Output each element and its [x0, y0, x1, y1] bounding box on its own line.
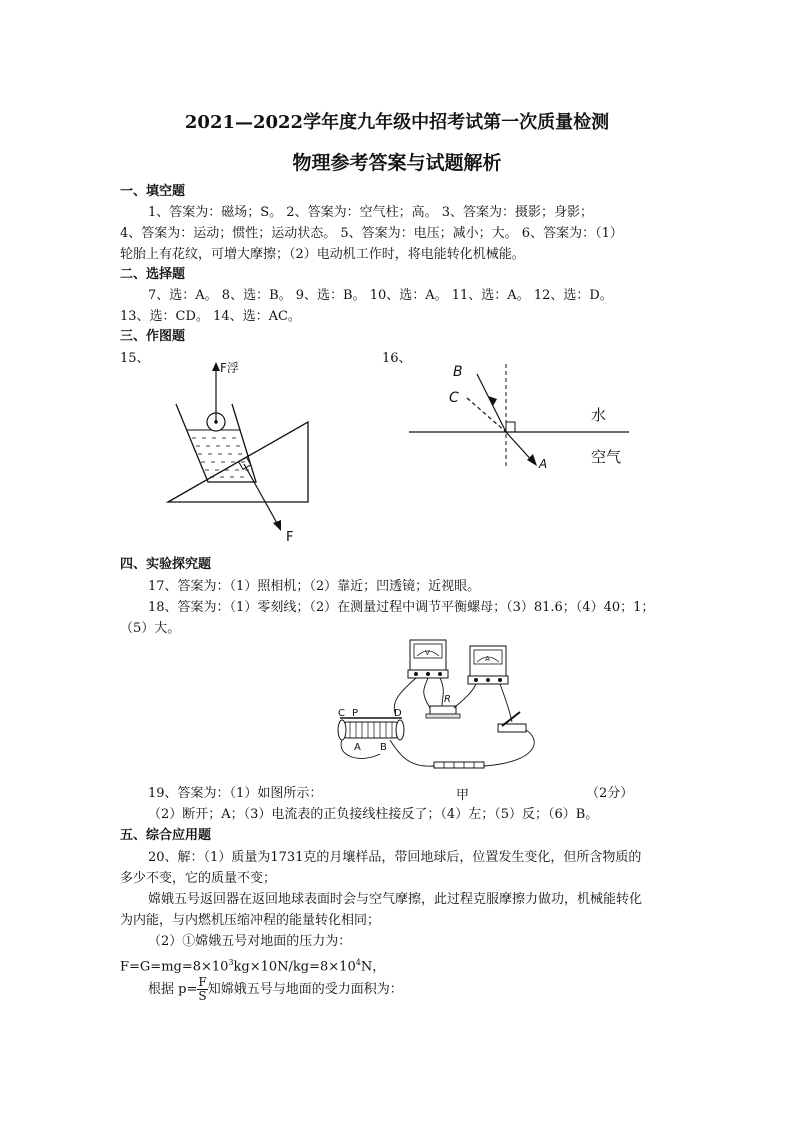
point-b-label: B [453, 364, 463, 380]
svg-text:P: P [352, 708, 359, 719]
q17-answer: 17、答案为：（1）照相机；（2）靠近；凹透镜；近视眼。 [148, 579, 481, 594]
q20-pressure-formula: $F=G=mg=8\times 10^3kg\times 10N/kg=8\times 10^4N$， [120, 958, 386, 975]
buoyant-force-label: F浮 [220, 361, 239, 375]
question-16-label: 16、 [382, 351, 412, 366]
q20-line-2: 多少不变，它的质量不变； [120, 871, 277, 886]
section-application-heading: 五、综合应用题 [120, 828, 212, 843]
page-subtitle: 物理参考答案与试题解析 [292, 152, 502, 174]
svg-text:C: C [338, 708, 345, 719]
choice-answer-line-1: 7、选：A。 8、选：B。 9、选：B。 10、选：A。 11、选：A。 12、选：D。 [148, 288, 613, 303]
circuit-caption: 甲 [456, 788, 470, 803]
q18-answer-line-2: （5）大。 [120, 621, 181, 636]
voltmeter-icon [408, 640, 448, 678]
fill-answer-line-3: 轮胎上有花纹，可增大摩擦；（2）电动机工作时，将电能转化机械能。 [120, 247, 525, 262]
figure-16-refraction [405, 358, 645, 478]
point-c-label: C [449, 390, 459, 406]
svg-text:D: D [394, 708, 402, 719]
figure-19-circuit [330, 636, 550, 780]
choice-answer-line-2: 13、选：CD。 14、选：AC。 [120, 309, 301, 324]
section-fill-heading: 一、填空题 [120, 184, 186, 199]
question-15-label: 15、 [120, 351, 150, 366]
svg-text:A: A [354, 742, 361, 753]
section-drawing-heading: 三、作图题 [120, 329, 186, 344]
section-choice-heading: 二、选择题 [120, 267, 186, 282]
fill-answer-line-2: 4、答案为：运动；惯性；运动状态。 5、答案为：电压；减小；大。 6、答案为：（1） [120, 226, 623, 241]
svg-text:B: B [380, 742, 387, 753]
figure-15-buoyancy [160, 358, 350, 548]
q20-line-5: （2）①嫦娥五号对地面的压力为： [148, 934, 352, 949]
svg-text:A: A [485, 655, 490, 663]
q20-area-formula: 根据 p= $\frac{F}{S}$ 知嫦娥五号与地面的受力面积为： [148, 975, 403, 1003]
ray-b-arrow [488, 396, 497, 406]
ray-a-arrow [527, 454, 537, 466]
ray-c [467, 398, 506, 432]
q20-line-3: 嫦娥五号返回器在返回地球表面时会与空气摩擦，此过程克服摩擦力做功，机械能转化 [148, 892, 643, 907]
page-title: 2021—2022学年度九年级中招考试第一次质量检测 [184, 112, 610, 133]
buoyant-arrow-head [212, 362, 220, 371]
q19-answer-line-1: 19、答案为：（1）如图所示： [148, 786, 323, 801]
right-angle-mark [506, 422, 515, 432]
ammeter-icon [468, 646, 508, 684]
svg-text:V: V [425, 649, 430, 657]
q20-line-4: 为内能，与内燃机压缩冲程的能量转化相同； [120, 913, 381, 928]
battery-icon [434, 762, 484, 768]
point-a-label: A [539, 457, 548, 471]
pressure-force-arrow [244, 464, 278, 525]
water-label: 水 [591, 406, 607, 424]
water-dashes [192, 438, 249, 477]
q18-answer-line-1: 18、答案为：（1）零刻线；（2）在测量过程中调节平衡螺母；（3）81.6；（4）40；1； [148, 600, 655, 615]
fraction-f-over-s: $\frac{F}{S}$ [198, 975, 207, 1003]
q19-answer-line-2: （2）断开；A；（3）电流表的正负接线柱接反了；（4）左；（5）反；（6）B。 [148, 807, 599, 822]
pressure-force-label: F [286, 530, 294, 545]
q19-score: （2分） [586, 786, 634, 801]
air-label: 空气 [591, 448, 622, 466]
pressure-arrow-head [273, 520, 281, 531]
q20-line-1: 20、解：（1）质量为1731克的月壤样品，带回地球后，位置发生变化，但所含物质的 [148, 850, 642, 865]
fill-answer-line-1: 1、答案为：磁场；S。 2、答案为：空气柱；高。 3、答案为：摄影；身影； [148, 205, 593, 220]
svg-text:R: R [444, 694, 451, 705]
section-experiment-heading: 四、实验探究题 [120, 557, 212, 572]
